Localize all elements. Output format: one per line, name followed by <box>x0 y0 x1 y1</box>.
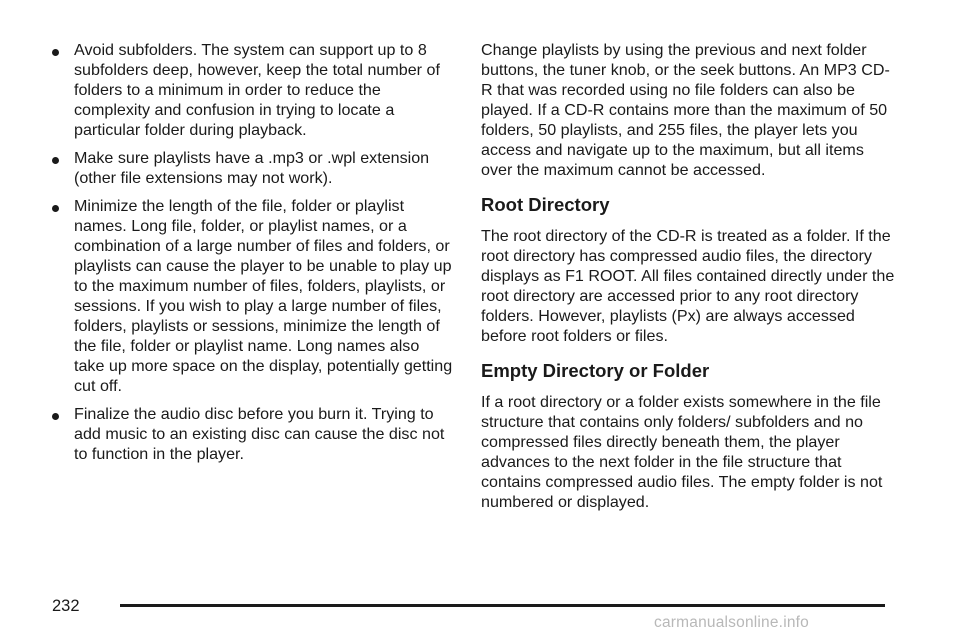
bullet-text: Minimize the length of the file, folder or playlist names. Long file, folder, or playlist names, or a combination of a large number of files and folders, or playlists can cause the player to be unable to play up to the maximum number of files, folders, playlists, or sessions. If you wish to play a large number of files, folders, playlists or sessions, minimize the length of the file, folder or playlist name. Long names also take up more space on the display, potentially getting cut off. <box>74 197 453 395</box>
bullet-item <box>52 404 454 464</box>
section-body-root-directory: The root directory of the CD-R is treated as a folder. If the root directory has compressed audio files, the directory displays as F1 ROOT. All files contained directly under the root directory are accessed prior to any root directory folders. However, playlists (Px) are always accessed before root folders or files. <box>481 227 895 345</box>
bullet-text: Avoid subfolders. The system can support up to 8 subfolders deep, however, keep the total number of folders to a minimum in order to reduce the complexity and confusion in trying to locate a particular folder during playback. <box>74 41 440 139</box>
right-column <box>481 40 896 526</box>
bullet-icon <box>52 205 59 212</box>
bullet-item <box>52 196 454 396</box>
bullet-icon <box>52 157 59 164</box>
bullet-icon <box>52 49 59 56</box>
footer-rule <box>120 604 885 607</box>
bullet-text: Make sure playlists have a .mp3 or .wpl extension (other file extensions may not work). <box>74 149 430 187</box>
section-heading-empty-directory: Empty Directory or Folder <box>481 360 710 381</box>
bullet-icon <box>52 413 59 420</box>
page-number: 232 <box>52 597 80 615</box>
left-column <box>52 40 454 472</box>
section-body-empty-directory: If a root directory or a folder exists somewhere in the file structure that contains only folders/ subfolders and no compressed files directly beneath them, the player advances to the next folder in the file structure that contains compressed audio files. The empty folder is not numbered or displayed. <box>481 393 883 511</box>
bullet-text: Finalize the audio disc before you burn it. Trying to add music to an existing disc can cause the disc not to function in the player. <box>74 405 445 463</box>
bullet-item <box>52 40 454 140</box>
section-heading-root-directory: Root Directory <box>481 194 610 215</box>
watermark-text: carmanualsonline.info <box>654 614 809 631</box>
bullet-item <box>52 148 454 188</box>
intro-paragraph: Change playlists by using the previous and next folder buttons, the tuner knob, or the seek buttons. An MP3 CD-R that was recorded using no file folders can also be played. If a CD-R contains more than the maximum of 50 folders, 50 playlists, and 255 files, the player lets you access and navigate up to the maximum, but all items over the maximum cannot be accessed. <box>481 41 890 179</box>
